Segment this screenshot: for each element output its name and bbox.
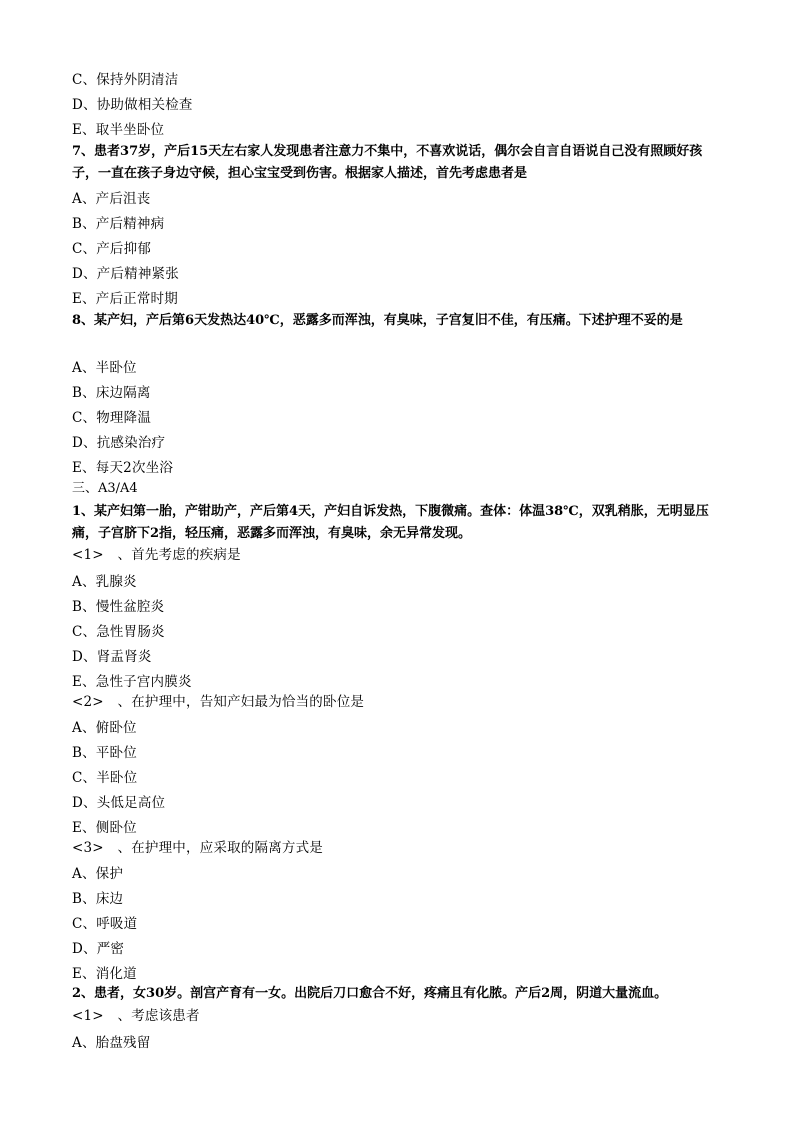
option-item: B、慢性盆腔炎 xyxy=(72,599,165,615)
sub-question-stem: <1> 、首先考虑的疾病是 xyxy=(72,547,241,563)
option-item: E、产后正常时期 xyxy=(72,291,178,307)
case-2-stem: 2、患者，女30岁。剖宫产育有一女。出院后刀口愈合不好，疼痛且有化脓。产后2周，阴道大量流血。 xyxy=(72,986,668,1001)
case-1-stem: 1、某产妇第一胎，产钳助产，产后第4天，产妇自诉发热，下腹微痛。查体：体温38℃，双乳稍胀，无明显压痛，子宫脐下2指，轻压痛，恶露多而浑浊，有臭味，余无异常发现。 xyxy=(72,504,709,541)
option-item: D、产后精神紧张 xyxy=(72,266,179,282)
option-item: C、半卧位 xyxy=(72,770,138,786)
option-item: B、床边 xyxy=(72,891,124,907)
sub-question-stem: <3> 、在护理中，应采取的隔离方式是 xyxy=(72,840,324,856)
option-item: E、急性子宫内膜炎 xyxy=(72,674,192,690)
option-item: A、半卧位 xyxy=(72,360,137,376)
question-8-stem: 8、某产妇，产后第6天发热达40℃，恶露多而浑浊，有臭味，子宫复旧不佳，有压痛。下述护理不妥的是 xyxy=(72,313,683,328)
option-item: E、每天2次坐浴 xyxy=(72,460,174,476)
option-item: B、产后精神病 xyxy=(72,216,165,232)
option-item: C、产后抑郁 xyxy=(72,241,152,257)
option-item: B、平卧位 xyxy=(72,745,137,761)
option-item: C、呼吸道 xyxy=(72,916,138,932)
option-item: E、消化道 xyxy=(72,966,137,982)
option-item: D、抗感染治疗 xyxy=(72,435,166,451)
sub-question-stem: <1> 、考虑该患者 xyxy=(72,1008,200,1024)
option-item: B、床边隔离 xyxy=(72,385,151,401)
option-item: D、协助做相关检查 xyxy=(72,97,193,113)
option-item: C、物理降温 xyxy=(72,410,152,426)
section-heading: 三、A3/A4 xyxy=(72,481,138,496)
option-item: E、侧卧位 xyxy=(72,820,137,836)
option-item: C、保持外阴清洁 xyxy=(72,72,179,88)
option-item: E、取半坐卧位 xyxy=(72,122,165,138)
question-7-stem: 7、患者37岁，产后15天左右家人发现患者注意力不集中，不喜欢说话，偶尔会自言自语说自己没有照顾好孩子，一直在孩子身边守候，担心宝宝受到伤害。根据家人描述，首先考虑患者是 xyxy=(72,144,703,181)
option-item: D、头低足高位 xyxy=(72,795,166,811)
option-item: A、保护 xyxy=(72,866,124,882)
sub-question-stem: <2> 、在护理中，告知产妇最为恰当的卧位是 xyxy=(72,694,365,710)
option-item: A、乳腺炎 xyxy=(72,574,137,590)
option-item: A、产后沮丧 xyxy=(72,191,151,207)
option-item: D、肾盂肾炎 xyxy=(72,649,152,665)
option-item: A、俯卧位 xyxy=(72,720,137,736)
option-item: A、胎盘残留 xyxy=(72,1035,151,1051)
option-item: C、急性胃肠炎 xyxy=(72,624,165,640)
option-item: D、严密 xyxy=(72,941,125,957)
